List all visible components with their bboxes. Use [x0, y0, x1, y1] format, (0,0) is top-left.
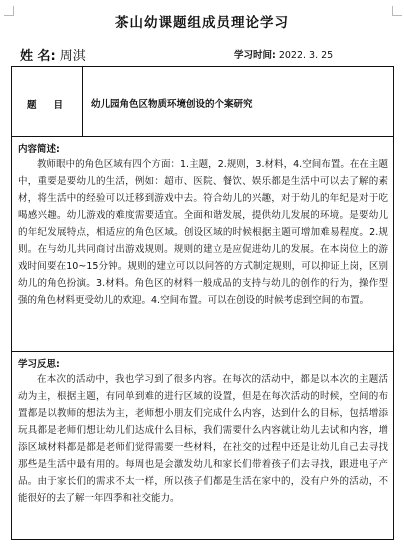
name-field: [20, 45, 86, 64]
topic-label: 题目: [27, 100, 81, 111]
study-time-label: 学习时间:: [234, 50, 276, 61]
content-summary-cell: [12, 137, 393, 352]
document-title: 茶山幼课题组成员理论学习: [115, 15, 289, 31]
content-summary-text: 教师眼中的角色区域有四个方面：1.主题，2.规则，3.材料，4.空间布置。在在主题中，重要是要幼儿的生活，例如：超市、医院、餐饮、娱乐都是生活中可以去了解的素材，将生活中的经验可以迁移到游戏中去。符合幼儿的兴趣，对于幼儿的年纪是对于吃喝感兴趣。幼儿游戏的难度需要适宜。全面和谐发展，提供幼儿发展的环境。是要幼儿的年纪发展特点，相适应的角色区域。创设区域的时候根据主题可增加难易程度。2.规则。在与幼儿共同商讨出游戏规则。规则的建立是应促进幼儿的发展。在本岗位上的游戏时间要在10~15分钟。规则的建立可以以问答的方式制定规则，可以抑证上岗，区别幼儿的角色扮演。3.材料。角色区的材料一般成品的支持与幼儿的创作的行为，操作型强的角色材料更受幼儿的欢迎。4.空间布置。可以在创设的时候考虑到空间的布置。: [18, 159, 388, 306]
topic-label-cell: [12, 67, 83, 136]
study-time-field: [234, 47, 333, 61]
reflection-cell: [12, 352, 393, 539]
content-summary-heading: 内容简述:: [18, 144, 60, 155]
topic-row: [12, 67, 393, 137]
name-label: 姓 名:: [20, 49, 56, 64]
study-record-table: [11, 66, 394, 540]
study-time-value: 2022. 3. 25: [278, 50, 334, 61]
name-value: 周淇: [59, 49, 86, 64]
reflection-text: 在本次的活动中，我也学习到了很多内容。在每次的活动中，都是以本次的主题活动为主，根据主题，有同单到难的进行区域的设置，但是在每次活动的时候，空间的布置都是以教师的想法为主，老师想小朋友们完成什么内容，达到什么的目标，包括增添玩具都是老师们想让幼儿们达成什么目标，我们需要什么内容就让幼儿去试和内容，增添区域材料都是都是老师们觉得需要一些材料，在社交的过程中还是让幼儿自己去寻找那些是生活中最有用的。每周也是会激发幼儿和家长们带着孩子们去寻找，跟进电子产品。由于家长们的需求不太一样，所以孩子们都是生活在家中的，没有户外的活动，不能很好的去了解一年四季和社交能力。: [18, 374, 388, 504]
topic-value: 幼儿园角色区物质环境创设的个案研究: [91, 99, 253, 110]
reflection-heading: 学习反思:: [18, 359, 60, 370]
